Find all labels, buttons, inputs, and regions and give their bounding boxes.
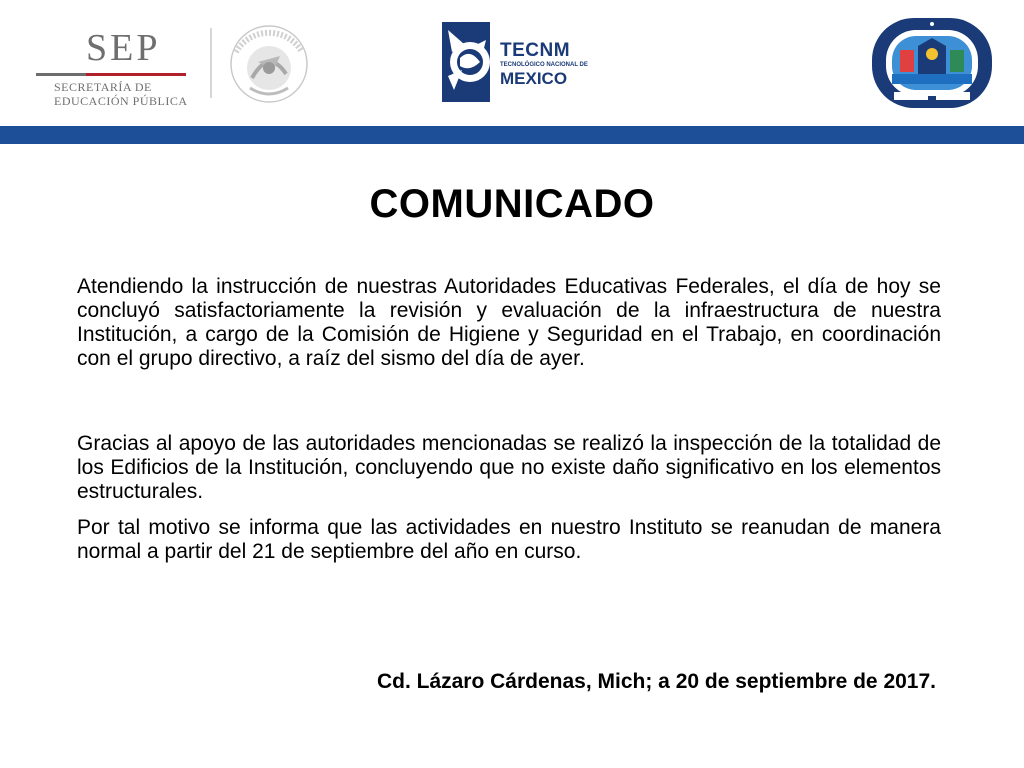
place-and-date: Cd. Lázaro Cárdenas, Mich; a 20 de septiembre de 2017. — [376, 670, 936, 693]
tecnm-gear-icon — [440, 18, 496, 104]
tecnm-wordmark: TECNM — [500, 40, 571, 61]
paragraph-2: Gracias al apoyo de las autoridades mencionadas se realizó la inspección de la totalidad de los Edificios de la Institución, concluyendo que no existe daño significativo en los elementos estructurales. — [77, 432, 941, 503]
sep-line-1: SECRETARÍA DE — [54, 80, 152, 94]
sep-line-2: EDUCACIÓN PÚBLICA — [54, 94, 188, 108]
mexican-coat-of-arms-icon — [222, 22, 316, 106]
sep-logo — [32, 26, 202, 106]
paragraph-3: Por tal motivo se informa que las actividades en nuestro Instituto se reanudan de manera normal a partir del 21 de septiembre del año en curso. — [77, 516, 941, 563]
itlc-emblem-icon — [870, 16, 994, 110]
sep-wordmark: SEP — [86, 27, 161, 69]
tecnm-country: MEXICO — [500, 69, 568, 88]
header — [0, 0, 1024, 126]
sep-color-bar — [36, 73, 186, 76]
header-divider — [210, 28, 212, 98]
header-accent-bar — [0, 126, 1024, 144]
paragraph-1: Atendiendo la instrucción de nuestras Autoridades Educativas Federales, el día de hoy se concluyó satisfactoriamente la revisión y evaluación de la infraestructura de nuestra Institución, a cargo de la Comisión de Higiene y Seguridad en el Trabajo, en coordinación con el grupo directivo, a raíz del sismo del día de ayer. — [77, 275, 941, 370]
tecnm-subtitle: TECNOLÓGICO NACIONAL DE — [500, 62, 588, 68]
tecnm-logo — [440, 18, 590, 104]
document-title: COMUNICADO — [369, 182, 655, 226]
